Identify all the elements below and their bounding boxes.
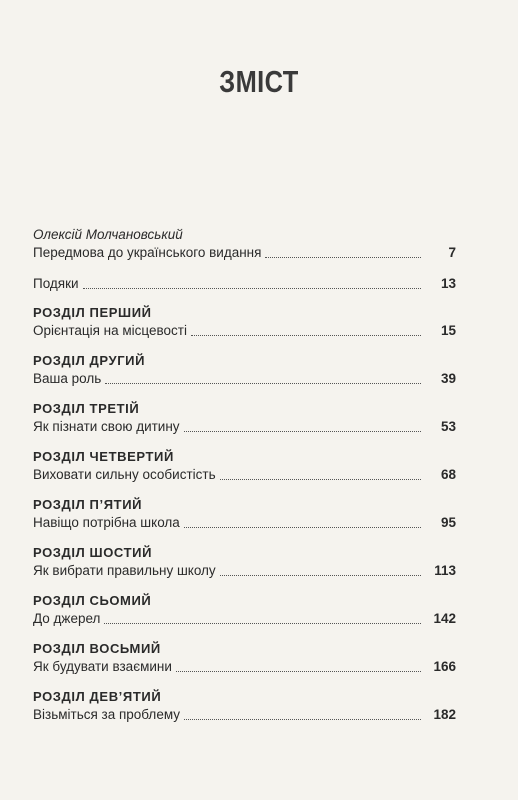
entry-label: Виховати сильну особистість <box>33 467 216 482</box>
chapter-heading: РОЗДІЛ СЬОМИЙ <box>33 593 152 608</box>
entry-label: Як будувати взаємини <box>33 659 172 674</box>
entry-page-number: 142 <box>433 611 456 626</box>
entry-page-number: 39 <box>440 371 456 386</box>
chapter-block <box>33 304 456 340</box>
entry-label: Як вибрати правильну школу <box>33 563 216 578</box>
dot-leader <box>220 478 421 480</box>
chapter-heading: РОЗДІЛ П’ЯТИЙ <box>33 497 143 512</box>
dot-leader <box>184 718 421 720</box>
page-title: ЗМІСТ <box>219 64 299 99</box>
toc-entry-chapter[interactable] <box>33 370 456 388</box>
toc-entry-preface[interactable] <box>33 244 456 262</box>
chapter-block <box>33 544 456 580</box>
chapter-block <box>33 640 456 676</box>
dot-leader <box>191 334 421 336</box>
entry-label: Ваша роль <box>33 371 102 386</box>
toc-entry-acknowledgements[interactable] <box>33 275 456 293</box>
entry-label: Навіщо потрібна школа <box>33 515 180 530</box>
entry-label: Подяки <box>33 276 79 291</box>
dot-leader <box>104 622 421 624</box>
toc-entry-chapter[interactable] <box>33 418 456 436</box>
toc-entry-chapter[interactable] <box>33 610 456 628</box>
chapter-block <box>33 448 456 484</box>
chapter-heading: РОЗДІЛ ДЕВ’ЯТИЙ <box>33 689 162 704</box>
entry-page-number: 95 <box>440 515 456 530</box>
dot-leader <box>176 670 421 672</box>
entry-page-number: 13 <box>440 276 456 291</box>
chapter-heading: РОЗДІЛ ЧЕТВЕРТИЙ <box>33 449 174 464</box>
chapter-heading: РОЗДІЛ ДРУГИЙ <box>33 353 146 368</box>
acknowledgements-block <box>33 275 456 293</box>
toc-entry-chapter[interactable] <box>33 322 456 340</box>
dot-leader <box>184 430 421 432</box>
chapter-block <box>33 496 456 532</box>
entry-label: До джерел <box>33 611 101 626</box>
chapter-block <box>33 688 456 724</box>
toc-entry-chapter[interactable] <box>33 706 456 724</box>
entry-label: Візьміться за проблему <box>33 707 181 722</box>
table-of-contents <box>33 226 456 724</box>
entry-page-number: 113 <box>434 563 456 578</box>
chapter-heading: РОЗДІЛ ВОСЬМИЙ <box>33 641 161 656</box>
entry-page-number: 15 <box>440 323 456 338</box>
preface-author: Олексій Молчановський <box>33 227 183 242</box>
toc-entry-chapter[interactable] <box>33 658 456 676</box>
toc-entry-chapter[interactable] <box>33 514 456 532</box>
entry-page-number: 182 <box>433 707 456 722</box>
entry-page-number: 166 <box>433 659 456 674</box>
dot-leader <box>265 256 421 258</box>
preface-block <box>33 226 456 262</box>
dot-leader <box>184 526 421 528</box>
entry-page-number: 53 <box>440 419 456 434</box>
toc-entry-chapter[interactable] <box>33 466 456 484</box>
chapter-heading: РОЗДІЛ ПЕРШИЙ <box>33 305 152 320</box>
entry-label: Передмова до українського видання <box>33 245 262 260</box>
chapter-block <box>33 592 456 628</box>
dot-leader <box>220 574 421 576</box>
dot-leader <box>83 287 421 289</box>
chapter-heading: РОЗДІЛ ШОСТИЙ <box>33 545 153 560</box>
chapter-block <box>33 400 456 436</box>
toc-entry-chapter[interactable] <box>33 562 456 580</box>
entry-label: Як пізнати свою дитину <box>33 419 180 434</box>
entry-page-number: 7 <box>448 245 456 260</box>
entry-page-number: 68 <box>440 467 456 482</box>
dot-leader <box>105 382 421 384</box>
chapter-block <box>33 352 456 388</box>
chapter-heading: РОЗДІЛ ТРЕТІЙ <box>33 401 140 416</box>
entry-label: Орієнтація на місцевості <box>33 323 187 338</box>
